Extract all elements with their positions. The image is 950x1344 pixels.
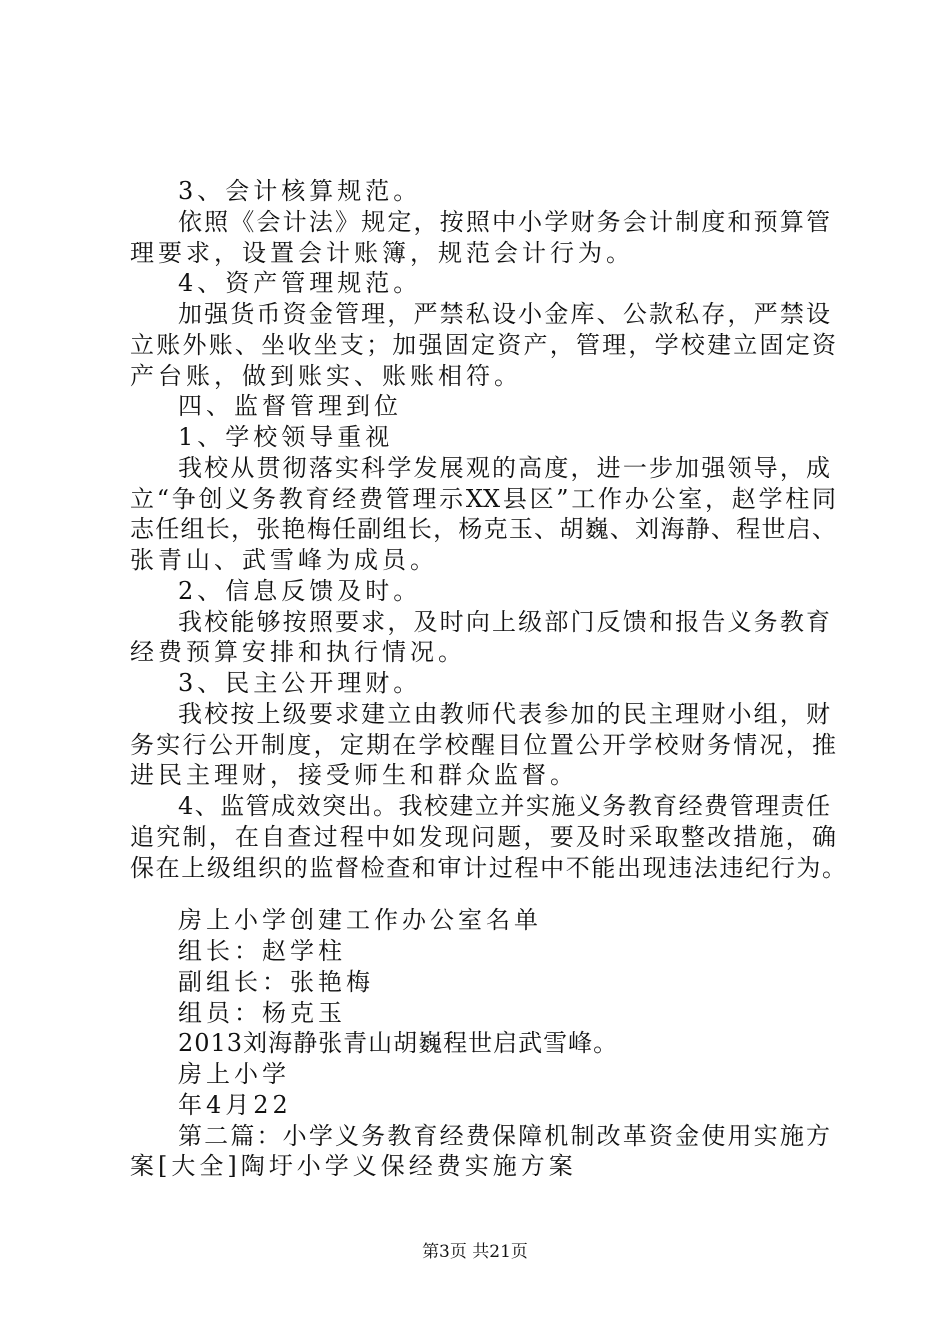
text-line: 组员：杨克玉 [178,999,346,1027]
text-line: 志任组长，张艳梅任副组长，杨克玉、胡巍、刘海静、程世启、 [130,515,836,543]
text-line: 4、资产管理规范。 [178,269,422,297]
text-line: 经费预算安排和执行情况。 [130,638,466,666]
text-line: 我校按上级要求建立由教师代表参加的民主理财小组，财 [178,700,830,728]
text-line: 立“争创义务教育经费管理示XX县区”工作办公室，赵学柱同 [130,485,836,513]
text-line: 我校从贯彻落实科学发展观的高度，进一步加强领导，成 [178,454,830,482]
text-line: 年4月22 [178,1091,292,1119]
text-line: 2013刘海静张青山胡巍程世启武雪峰。 [178,1029,619,1057]
text-line: 1、学校领导重视 [178,423,394,451]
text-line: 3、民主公开理财。 [178,669,422,697]
text-line: 进民主理财，接受师生和群众监督。 [130,761,578,789]
text-line: 3、会计核算规范。 [178,177,422,205]
text-line: 理要求，设置会计账簿，规范会计行为。 [130,239,634,267]
text-line: 张青山、武雪峰为成员。 [130,546,438,574]
text-line: 案[大全]陶圩小学义保经费实施方案 [130,1152,577,1180]
text-line: 4、监管成效突出。我校建立并实施义务教育经费管理责任 [178,792,830,820]
text-line: 依照《会计法》规定，按照中小学财务会计制度和预算管 [178,208,830,236]
text-line: 第二篇：小学义务教育经费保障机制改革资金使用实施方 [178,1122,830,1150]
text-line: 四、监督管理到位 [178,392,402,420]
text-line: 组长：赵学柱 [178,937,346,965]
text-line: 我校能够按照要求，及时向上级部门反馈和报告义务教育 [178,608,830,636]
text-line: 加强货币资金管理，严禁私设小金库、公款私存，严禁设 [178,300,830,328]
text-line: 房上小学 [178,1060,290,1088]
page-footer: 第3页 共21页 [422,1242,528,1262]
text-line: 立账外账、坐收坐支；加强固定资产，管理，学校建立固定资 [130,331,836,359]
text-line: 2、信息反馈及时。 [178,577,422,605]
text-line: 务实行公开制度，定期在学校醒目位置公开学校财务情况，推 [130,731,836,759]
text-line: 副组长：张艳梅 [178,968,374,996]
text-line: 产台账，做到账实、账账相符。 [130,362,522,390]
text-line: 追究制，在自查过程中如发现问题，要及时采取整改措施，确 [130,823,836,851]
text-line: 房上小学创建工作办公室名单 [178,906,542,934]
text-line: 保在上级组织的监督检查和审计过程中不能出现违法违纪行为。 [130,854,846,882]
